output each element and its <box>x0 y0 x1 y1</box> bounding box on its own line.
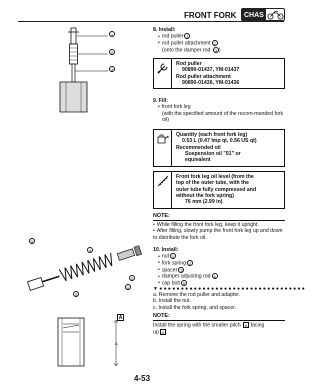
oil-level-line-2: top of the outer tube, with the <box>176 180 249 187</box>
tool-1-name: Rod puller <box>176 61 202 67</box>
step-9-item: front fork leg <box>161 104 191 111</box>
step-10 <box>153 247 285 287</box>
note-1-bullet-1: While filling the front fork leg, keep it upright. <box>156 222 259 228</box>
sub-step-b: b. Install the nut. <box>153 298 192 305</box>
note-1-title: NOTE: <box>153 213 170 219</box>
header-rule <box>18 21 284 22</box>
chas-label: CHAS <box>242 9 266 20</box>
callout-ref-2b: 2 <box>188 260 192 266</box>
callout-4-bottom: 4 <box>88 248 92 253</box>
callout-ref-3: 3 <box>214 47 218 53</box>
measurement-icon <box>157 175 169 187</box>
step-10-item-2: fork spring <box>161 260 187 267</box>
note-1-bullet-2: After filling, slowly pump the front fork leg up and down to distribute the fork oil. <box>153 228 283 241</box>
step-8-item-1: rod puller <box>161 33 184 40</box>
recommended-oil-value: Suspension oil "01" or <box>185 150 241 157</box>
callout-5-bottom: 5 <box>30 239 34 244</box>
oil-can-icon <box>156 133 169 144</box>
oil-quantity-label: Quantity (each front fork leg) <box>176 132 248 138</box>
tool-2-number: 90890-01436, YM-01436 <box>182 79 240 86</box>
note-1-rule <box>153 220 285 221</box>
note-1-body <box>153 222 285 241</box>
sub-step-a: a. Remove the rod puller and adapter. <box>153 292 241 298</box>
motorcycle-icon <box>267 10 284 20</box>
callout-ref-2: 2 <box>213 40 216 46</box>
step-9-title: 9. Fill: <box>153 98 168 104</box>
oil-level-box <box>153 171 285 209</box>
note-2-ref-a2: A <box>161 329 165 335</box>
step-10-item-4: damper adjusting rod <box>161 273 211 280</box>
callout-ref-4: 4 <box>213 274 216 280</box>
oil-level-line-3: outer tube fully compressed and <box>176 186 257 193</box>
callout-1-top: 1 <box>110 32 114 37</box>
note-2-text-2: facing <box>250 322 265 329</box>
recommended-oil-label: Recommended oil <box>176 144 221 151</box>
step-8-item-2-note: (onto the damper rod <box>162 47 211 54</box>
step-9 <box>153 98 285 123</box>
note-1 <box>153 213 285 219</box>
step-10-item-3: spacer <box>161 267 178 274</box>
callout-ref-5: 5 <box>182 280 186 286</box>
note-2-rule <box>153 320 285 321</box>
callout-2-bottom: 2 <box>130 276 134 281</box>
special-tool-icon <box>157 62 169 74</box>
note-2-text-1: Install the spring with the smaller pitch <box>153 322 241 329</box>
chassis-badge <box>241 8 285 21</box>
step-9-detail: (with the specified amount of the recom-mended fork oil) <box>162 110 284 123</box>
oil-spec-box <box>153 129 285 167</box>
note-2-body: Install the spring with the smaller pitch A facing up A . <box>153 322 265 336</box>
note-2 <box>153 313 285 319</box>
sub-steps <box>153 292 285 311</box>
callout-ref-1b: 1 <box>171 254 175 260</box>
fork-assembly-figure <box>18 228 148 368</box>
tool-1-number: 90890-01437, YM-01437 <box>182 67 240 74</box>
oil-quantity-value: 0.53 L (0.47 Imp qt, 0.56 US qt) <box>182 138 257 145</box>
callout-1-bottom: 1 <box>126 285 130 290</box>
step-10-item-5: cap bolt <box>161 280 180 287</box>
callout-ref-3b: 3 <box>180 267 183 273</box>
page-number: 4-53 <box>134 374 151 383</box>
callout-3-top: 3 <box>110 67 114 72</box>
sub-step-c: c. Install the fork spring, and spacer. <box>153 304 237 311</box>
tool-2-name: Rod puller attachment <box>176 73 231 80</box>
step-10-title: 10. Install: <box>153 247 179 253</box>
step-10-item-1: nut <box>161 253 170 260</box>
paren-close: ) <box>218 47 221 54</box>
step-8-title: 8. Install: <box>153 27 176 33</box>
oil-level-line-1: Front fork leg oil level (from the <box>176 174 254 180</box>
callout-ref-1: 1 <box>186 34 189 40</box>
svg-text:A: A <box>115 341 118 346</box>
page-section-title: FRONT FORK <box>184 11 237 20</box>
oil-level-line-4: without the fork spring) <box>176 192 234 199</box>
note-2-ref-a: A <box>244 323 248 328</box>
ref-a-label: A <box>118 315 123 321</box>
recommended-oil-value-2: equivalent <box>185 157 211 164</box>
oil-level-value: 76 mm (2.99 in) <box>185 199 223 206</box>
dotted-separator: ▼●●●●●●●●●●●●●●●●●●●●●●●●●●●●●●●●●● <box>153 286 307 292</box>
special-tool-box <box>153 58 285 89</box>
step-8 <box>153 27 285 53</box>
step-8-item-2: rod puller attachment <box>161 40 211 47</box>
callout-3-bottom: 3 <box>74 292 78 297</box>
callout-2-top: 2 <box>110 50 114 55</box>
rod-puller-figure <box>22 26 137 112</box>
note-2-text-3: up <box>153 329 159 336</box>
note-2-title: NOTE: <box>153 313 170 319</box>
